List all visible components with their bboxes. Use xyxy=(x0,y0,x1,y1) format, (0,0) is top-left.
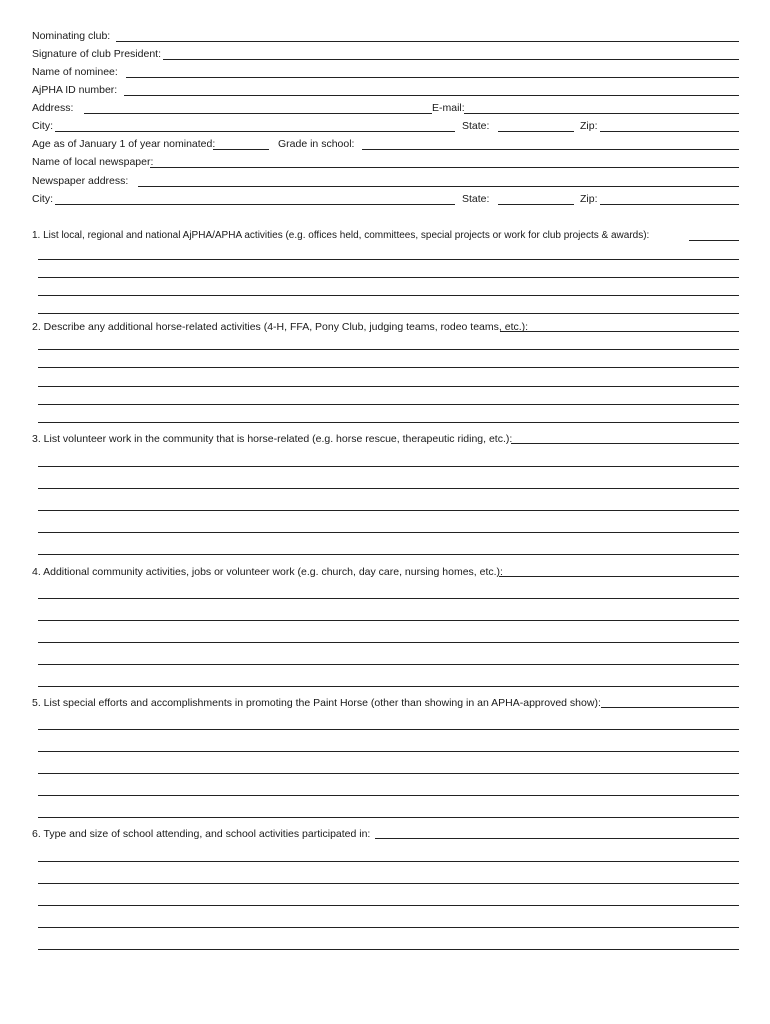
question-2: 2. Describe any additional horse-related activities (4-H, FFA, Pony Club, judging teams, rodeo teams, etc.): xyxy=(32,321,529,333)
question-3-inline-line[interactable] xyxy=(511,443,739,444)
question-5-answer-line[interactable] xyxy=(38,751,739,752)
question-2-answer-line[interactable] xyxy=(38,404,739,405)
zip-label: Zip: xyxy=(580,120,598,132)
question-3-answer-line[interactable] xyxy=(38,488,739,489)
grade-label: Grade in school: xyxy=(278,138,355,150)
question-5-answer-line[interactable] xyxy=(38,795,739,796)
nominating-club-field[interactable] xyxy=(116,41,739,42)
question-4-answer-line[interactable] xyxy=(38,642,739,643)
zip2-label: Zip: xyxy=(580,193,598,205)
question-1-inline-line[interactable] xyxy=(689,240,739,241)
ajpha-id-field[interactable] xyxy=(124,95,739,96)
nominee-name-field[interactable] xyxy=(126,77,739,78)
newspaper-address-field[interactable] xyxy=(138,186,739,187)
question-5: 5. List special efforts and accomplishments in promoting the Paint Horse (other than showing in an APHA-approved show): xyxy=(32,697,601,709)
newspaper-name-label: Name of local newspaper: xyxy=(32,156,154,168)
signature-president-field[interactable] xyxy=(163,59,739,60)
question-6-answer-line[interactable] xyxy=(38,927,739,928)
address-field[interactable] xyxy=(84,113,432,114)
city-label: City: xyxy=(32,120,53,132)
question-1: 1. List local, regional and national AjPHA/APHA activities (e.g. offices held, committees, special projects or work for club projects & awards): xyxy=(32,230,650,241)
question-6-inline-line[interactable] xyxy=(375,838,739,839)
grade-field[interactable] xyxy=(362,149,739,150)
question-6: 6. Type and size of school attending, and school activities participated in: xyxy=(32,828,371,840)
question-2-inline-line[interactable] xyxy=(500,331,739,332)
question-2-answer-line[interactable] xyxy=(38,422,739,423)
age-label: Age as of January 1 of year nominated: xyxy=(32,138,216,150)
question-2-answer-line[interactable] xyxy=(38,367,739,368)
question-6-answer-line[interactable] xyxy=(38,861,739,862)
nominating-club-label: Nominating club: xyxy=(32,30,111,42)
zip-field[interactable] xyxy=(600,131,739,132)
signature-president-label: Signature of club President: xyxy=(32,48,161,60)
email-label: E-mail: xyxy=(432,102,465,114)
address-label: Address: xyxy=(32,102,74,114)
question-3-answer-line[interactable] xyxy=(38,510,739,511)
question-1-answer-line[interactable] xyxy=(38,295,739,296)
newspaper-address-label: Newspaper address: xyxy=(32,175,129,187)
newspaper-name-field[interactable] xyxy=(150,167,739,168)
question-1-answer-line[interactable] xyxy=(38,313,739,314)
question-2-answer-line[interactable] xyxy=(38,349,739,350)
question-3: 3. List volunteer work in the community that is horse-related (e.g. horse rescue, therapeutic riding, etc.): xyxy=(32,433,513,445)
question-5-answer-line[interactable] xyxy=(38,729,739,730)
state-field[interactable] xyxy=(498,131,574,132)
question-5-answer-line[interactable] xyxy=(38,773,739,774)
question-4-answer-line[interactable] xyxy=(38,686,739,687)
city-field[interactable] xyxy=(55,131,455,132)
question-6-answer-line[interactable] xyxy=(38,905,739,906)
question-2-answer-line[interactable] xyxy=(38,386,739,387)
age-field[interactable] xyxy=(213,149,269,150)
zip2-field[interactable] xyxy=(600,204,739,205)
state2-label: State: xyxy=(462,193,490,205)
question-4-answer-line[interactable] xyxy=(38,620,739,621)
question-6-answer-line[interactable] xyxy=(38,949,739,950)
city2-field[interactable] xyxy=(55,204,455,205)
question-4-inline-line[interactable] xyxy=(499,576,739,577)
question-4-answer-line[interactable] xyxy=(38,598,739,599)
question-3-answer-line[interactable] xyxy=(38,466,739,467)
ajpha-id-label: AjPHA ID number: xyxy=(32,84,118,96)
question-1-answer-line[interactable] xyxy=(38,277,739,278)
question-5-inline-line[interactable] xyxy=(601,707,739,708)
question-3-answer-line[interactable] xyxy=(38,554,739,555)
question-1-answer-line[interactable] xyxy=(38,259,739,260)
city2-label: City: xyxy=(32,193,53,205)
nominee-name-label: Name of nominee: xyxy=(32,66,118,78)
question-5-answer-line[interactable] xyxy=(38,817,739,818)
question-4: 4. Additional community activities, jobs or volunteer work (e.g. church, day care, nursing homes, etc.): xyxy=(32,566,503,578)
question-3-answer-line[interactable] xyxy=(38,532,739,533)
question-4-answer-line[interactable] xyxy=(38,664,739,665)
state2-field[interactable] xyxy=(498,204,574,205)
email-field[interactable] xyxy=(464,113,739,114)
question-6-answer-line[interactable] xyxy=(38,883,739,884)
state-label: State: xyxy=(462,120,490,132)
